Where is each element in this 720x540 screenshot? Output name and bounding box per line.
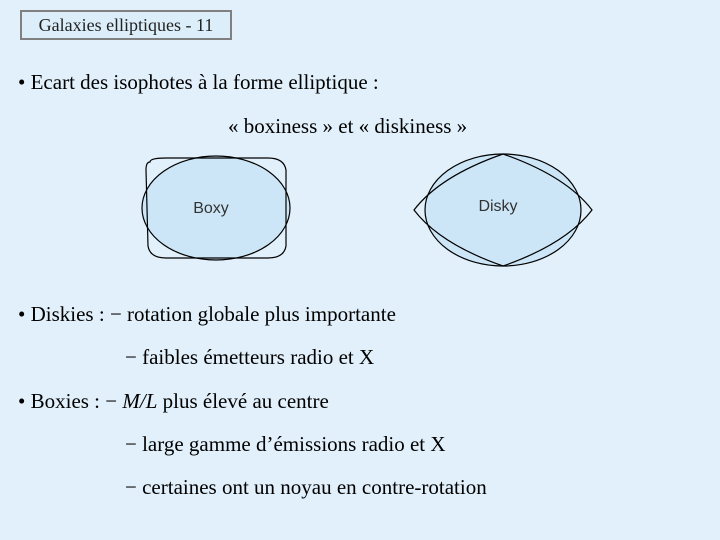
boxy-shape [142,156,290,260]
slide-title: Galaxies elliptiques - 11 [20,10,232,40]
boxiness-diskiness-subtitle: « boxiness » et « diskiness » [228,114,468,138]
mass-to-light-ratio: M/L [122,389,158,413]
disky-label: Disky [478,198,518,215]
isophote-diagram [0,140,720,280]
boxies-item-1-rest: plus élevé au centre [157,389,329,413]
diskies-lead: • Diskies : [18,302,110,326]
bullet-isophotes: • Ecart des isophotes à la forme elliptique : [18,70,379,94]
diskies-row-1 [18,302,396,327]
disky-shape [414,154,592,266]
boxies-item-2: − large gamme d’émissions radio et X [125,432,446,456]
boxies-dash: − [105,389,123,413]
boxies-row-1 [18,389,329,414]
boxy-label: Boxy [193,200,229,217]
diskies-item-2: − faibles émetteurs radio et X [125,345,375,369]
boxies-lead: • Boxies : [18,389,106,413]
boxies-item-3: − certaines ont un noyau en contre-rotation [125,475,487,499]
diskies-item-1: − rotation globale plus importante [109,302,396,326]
